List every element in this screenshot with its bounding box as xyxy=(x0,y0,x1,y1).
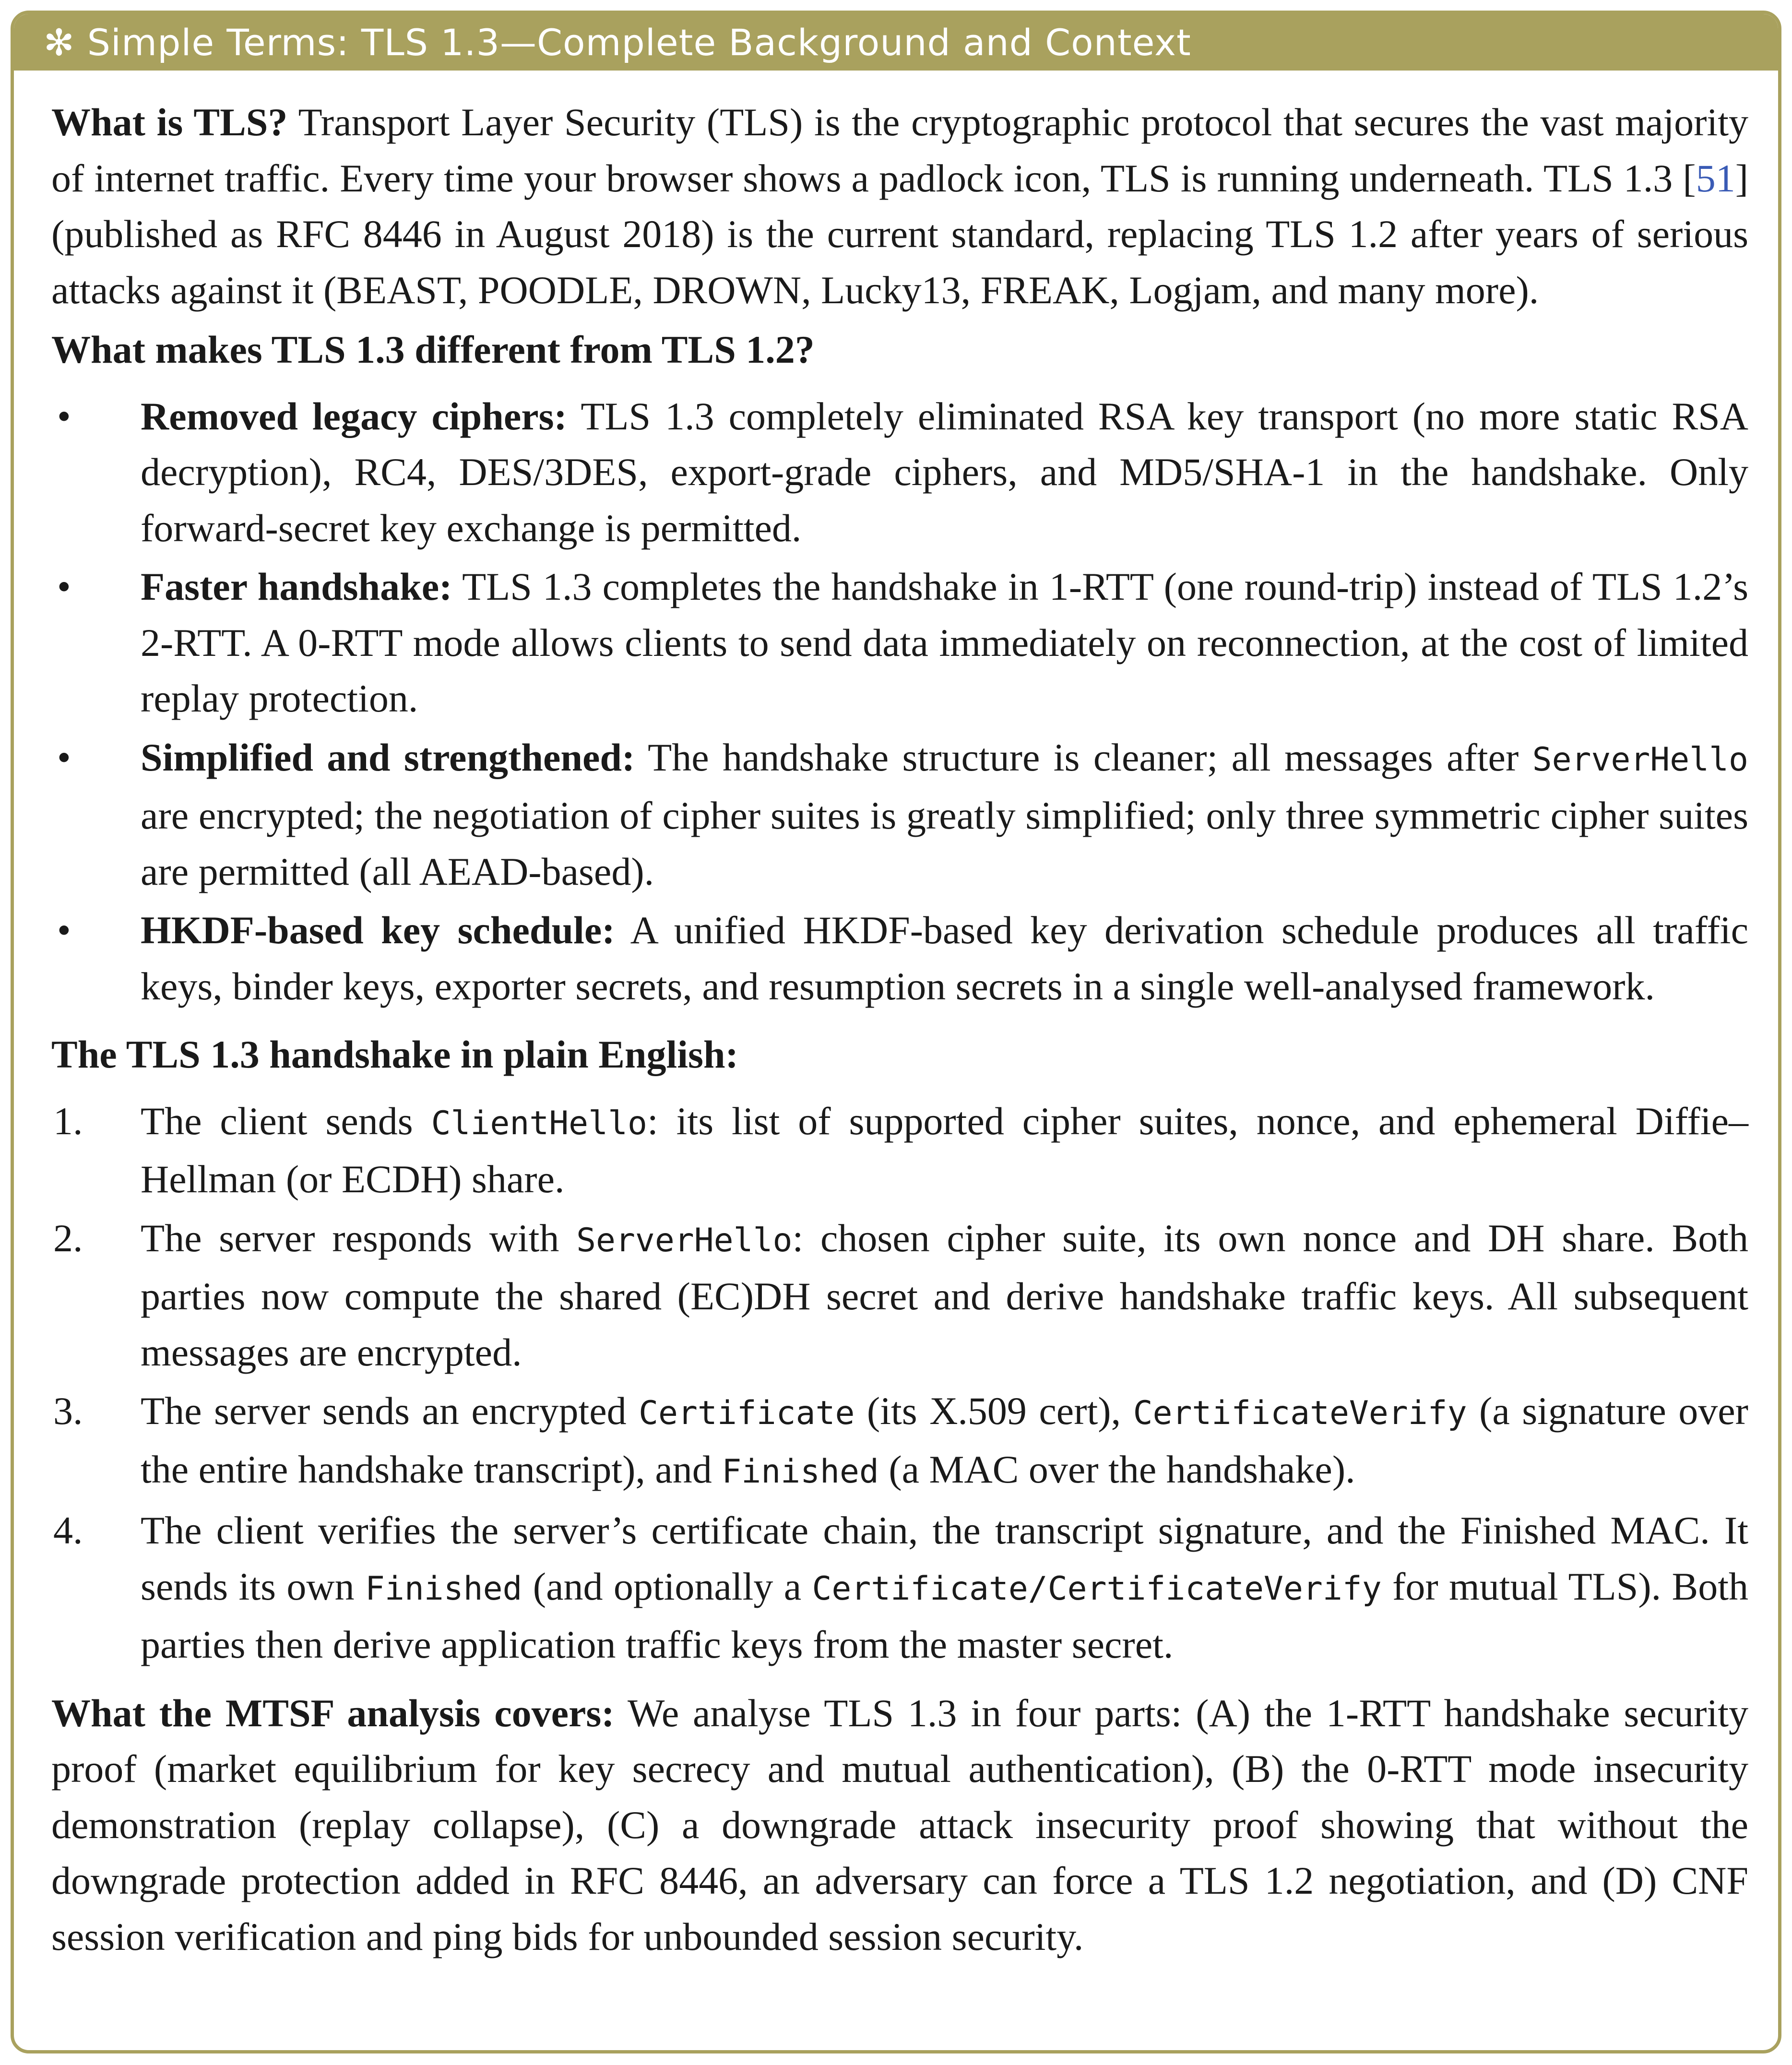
step-item xyxy=(51,1211,1748,1381)
bullet-icon: • xyxy=(57,908,71,952)
handshake-heading xyxy=(51,1027,1748,1083)
step-text: The server responds with xyxy=(141,1216,577,1260)
mtsf-label: What the MTSF analysis covers: xyxy=(51,1691,615,1735)
handshake-steps xyxy=(51,1093,1748,1673)
step-text: for mutual TLS). Both parties then derive application traffic keys from the master secret. xyxy=(141,1564,1748,1666)
code-certificate: Certificate xyxy=(639,1394,855,1432)
item-label: Removed legacy ciphers: xyxy=(141,394,567,438)
box-header xyxy=(14,14,1778,71)
code-clienthello: ClientHello xyxy=(431,1104,647,1142)
item-text: TLS 1.3 completely eliminated RSA key transport (no more static RSA decryption), RC4, DES/3DES, export-grade ciphers, and MD5/SHA-1 in the handshake. Only forward-secret key exchange is permitted. xyxy=(141,394,1748,550)
diff-heading-text: What makes TLS 1.3 different from TLS 1.2? xyxy=(51,328,815,371)
code-certificate-certificateverify: Certificate/CertificateVerify xyxy=(812,1569,1382,1608)
list-item xyxy=(51,730,1748,900)
code-finished: Finished xyxy=(722,1452,879,1491)
bullet-icon: • xyxy=(57,394,71,438)
step-text: (a signature over the entire handshake transcript), and xyxy=(141,1389,1748,1491)
step-number: 3. xyxy=(53,1389,83,1433)
item-text-continued: are encrypted; the negotiation of cipher suites is greatly simplified; only three symmetric cipher suites are permitted (all AEAD-based). xyxy=(141,794,1748,893)
intro-paragraph xyxy=(51,95,1748,318)
step-text: (and optionally a xyxy=(522,1564,812,1608)
intro-text: Transport Layer Security (TLS) is the cryptographic protocol that secures the vast majority of internet traffic. Every time your browser shows a padlock icon, TLS is running underneath. TLS 1.3 [ xyxy=(51,100,1748,200)
box-title: Simple Terms: TLS 1.3—Complete Background and Context xyxy=(87,21,1191,64)
code-serverhello: ServerHello xyxy=(1532,740,1748,779)
step-text: The client verifies the server’s certificate chain, the transcript signature, and the Finished MAC. It sends its own xyxy=(141,1508,1748,1608)
citation-link[interactable]: 51 xyxy=(1696,156,1735,200)
step-text: The client sends xyxy=(141,1099,431,1143)
bullet-icon: • xyxy=(57,735,71,779)
list-item xyxy=(51,389,1748,557)
code-serverhello: ServerHello xyxy=(576,1221,793,1259)
step-text: (its X.509 cert), xyxy=(854,1389,1133,1433)
asterisk-icon: ✻ xyxy=(44,21,75,64)
step-text: The server sends an encrypted xyxy=(141,1389,639,1433)
step-item xyxy=(51,1383,1748,1500)
item-text: The handshake structure is cleaner; all messages after xyxy=(635,735,1532,779)
list-item xyxy=(51,559,1748,727)
item-label: HKDF-based key schedule: xyxy=(141,908,615,952)
simple-terms-box xyxy=(11,11,1781,2053)
handshake-heading-text: The TLS 1.3 handshake in plain English: xyxy=(51,1032,738,1076)
item-label: Faster handshake: xyxy=(141,565,452,608)
step-item xyxy=(51,1503,1748,1673)
step-item xyxy=(51,1093,1748,1208)
box-content xyxy=(14,71,1778,1965)
step-number: 4. xyxy=(53,1508,83,1552)
code-finished: Finished xyxy=(365,1569,522,1608)
bullet-icon: • xyxy=(57,565,71,608)
step-text: (a MAC over the handshake). xyxy=(878,1447,1355,1491)
diff-heading xyxy=(51,322,1748,378)
item-text: A unified HKDF-based key derivation schedule produces all traffic keys, binder keys, exporter secrets, and resumption secrets in a single well-analysed framework. xyxy=(141,908,1748,1008)
item-label: Simplified and strengthened: xyxy=(141,735,635,779)
differences-list xyxy=(51,389,1748,1015)
mtsf-paragraph xyxy=(51,1685,1748,1965)
mtsf-text: We analyse TLS 1.3 in four parts: (A) the 1-RTT handshake security proof (market equilibrium for key secrecy and mutual authentication), (B) the 0-RTT mode insecurity demonstration (replay collapse), (C) a downgrade attack insecurity proof showing that without the downgrade protection added in RFC 8446, an adversary can force a TLS 1.2 negotiation, and (D) CNF session verification and ping bids for unbounded session security. xyxy=(51,1691,1748,1958)
step-number: 2. xyxy=(53,1216,83,1260)
step-number: 1. xyxy=(53,1099,83,1143)
code-certificateverify: CertificateVerify xyxy=(1133,1394,1467,1432)
intro-label: What is TLS? xyxy=(51,100,288,144)
intro-text-continued: ] (published as RFC 8446 in August 2018) is the current standard, replacing TLS 1.2 after years of serious attacks against it (BEAST, POODLE, DROWN, Lucky13, FREAK, Logjam, and many more). xyxy=(51,156,1748,312)
step-text: : its list of supported cipher suites, nonce, and ephemeral Diffie–Hellman (or ECDH) share. xyxy=(141,1099,1748,1201)
list-item xyxy=(51,902,1748,1014)
step-text: : chosen cipher suite, its own nonce and DH share. Both parties now compute the shared (EC)DH secret and derive handshake traffic keys. All subsequent messages are encrypted. xyxy=(141,1216,1748,1374)
item-text: TLS 1.3 completes the handshake in 1-RTT (one round-trip) instead of TLS 1.2’s 2-RTT. A 0-RTT mode allows clients to send data immediately on reconnection, at the cost of limited replay protection. xyxy=(141,565,1748,720)
